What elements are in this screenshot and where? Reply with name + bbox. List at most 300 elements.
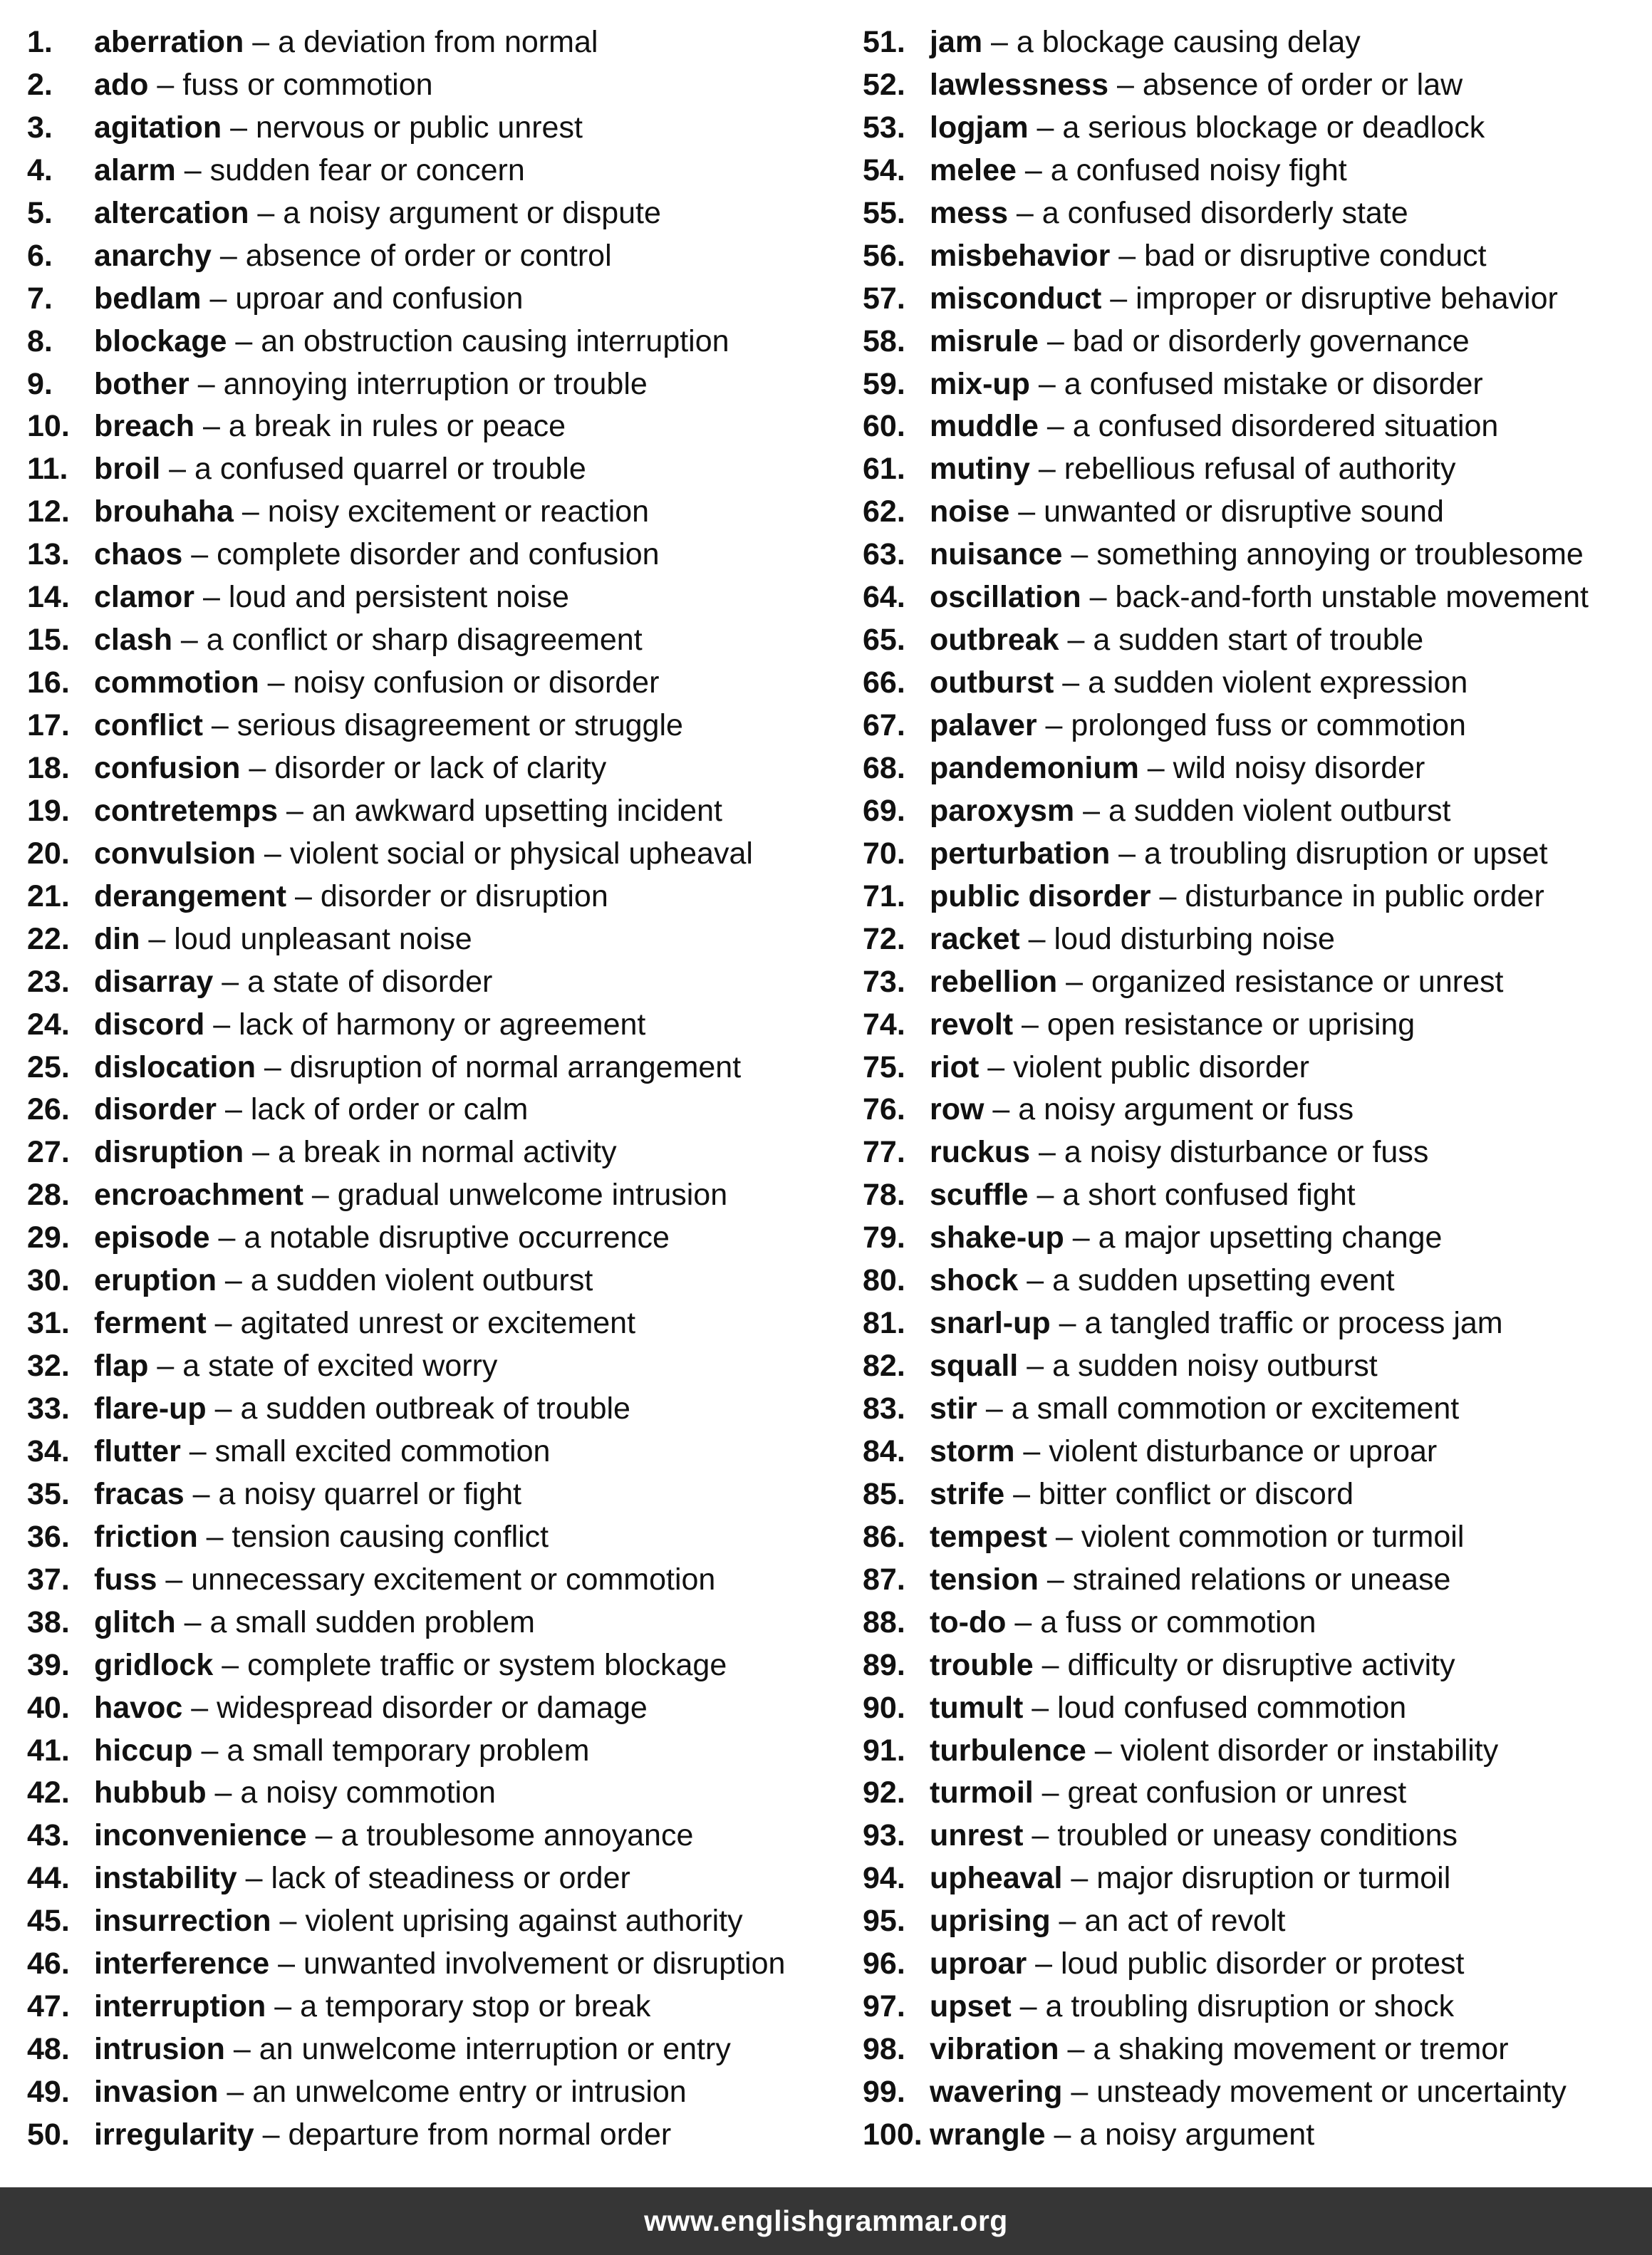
item-word: strife xyxy=(930,1476,1005,1511)
list-item xyxy=(27,192,846,235)
item-definition: an unwelcome interruption or entry xyxy=(259,2032,731,2067)
list-item xyxy=(863,1986,1646,2028)
list-item xyxy=(27,747,846,790)
item-definition: a conflict or sharp disagreement xyxy=(206,623,643,658)
item-word: revolt xyxy=(930,1007,1014,1042)
list-item xyxy=(27,491,846,534)
word-list-column-left xyxy=(27,21,846,2157)
item-separator: – xyxy=(1016,152,1051,187)
item-word: glitch xyxy=(94,1605,176,1639)
item-number: 98. xyxy=(863,2032,905,2067)
item-separator: – xyxy=(1074,793,1108,828)
item-separator: – xyxy=(202,708,237,742)
item-number: 97. xyxy=(863,1989,905,2024)
item-definition: complete disorder and confusion xyxy=(217,537,660,572)
list-item xyxy=(863,1687,1646,1730)
item-number: 86. xyxy=(863,1519,905,1554)
item-word: fracas xyxy=(94,1476,185,1511)
item-definition: an act of revolt xyxy=(1084,1904,1286,1939)
item-separator: – xyxy=(1023,1690,1058,1725)
list-item xyxy=(863,1602,1646,1644)
footer-website-url[interactable]: www.englishgrammar.org xyxy=(644,2204,1008,2237)
item-word: irregularity xyxy=(94,2117,254,2152)
item-number: 38. xyxy=(27,1605,70,1639)
list-item xyxy=(863,321,1646,363)
item-definition: a break in normal activity xyxy=(278,1135,617,1170)
item-word: interruption xyxy=(94,1989,266,2024)
item-definition: difficulty or disruptive activity xyxy=(1067,1647,1455,1682)
item-separator: – xyxy=(1027,1946,1061,1981)
item-number: 70. xyxy=(863,836,905,871)
list-item xyxy=(27,1602,846,1644)
item-number: 62. xyxy=(863,494,905,529)
list-item xyxy=(863,662,1646,705)
item-number: 12. xyxy=(27,494,70,529)
item-definition: a sudden upsetting event xyxy=(1052,1263,1395,1298)
item-definition: disturbance in public order xyxy=(1185,878,1544,913)
item-number: 25. xyxy=(27,1049,70,1084)
item-number: 8. xyxy=(27,323,53,358)
list-item xyxy=(27,2114,846,2157)
list-item xyxy=(27,107,846,150)
list-item xyxy=(27,1687,846,1730)
item-definition: a noisy quarrel or fight xyxy=(218,1476,521,1511)
item-word: ferment xyxy=(94,1306,207,1341)
item-word: stir xyxy=(930,1391,977,1426)
item-definition: a sudden noisy outburst xyxy=(1052,1349,1378,1384)
list-item xyxy=(863,235,1646,278)
list-item xyxy=(863,1302,1646,1345)
item-number: 82. xyxy=(863,1349,905,1384)
item-separator: – xyxy=(206,1776,241,1810)
item-number: 79. xyxy=(863,1220,905,1255)
item-separator: – xyxy=(1150,878,1185,913)
item-number: 57. xyxy=(863,281,905,316)
item-separator: – xyxy=(1038,409,1073,444)
item-number: 91. xyxy=(863,1733,905,1768)
item-definition: absence of order or law xyxy=(1142,67,1463,102)
item-separator: – xyxy=(255,836,290,871)
item-definition: prolonged fuss or commotion xyxy=(1071,708,1466,742)
item-separator: – xyxy=(1033,1776,1068,1810)
item-word: havoc xyxy=(94,1690,183,1725)
list-item xyxy=(27,1260,846,1302)
item-definition: a sudden violent expression xyxy=(1088,665,1468,700)
item-definition: absence of order or control xyxy=(245,238,612,273)
item-number: 100. xyxy=(863,2117,923,2152)
item-definition: disorder or lack of clarity xyxy=(274,750,607,785)
item-definition: a sudden violent outburst xyxy=(250,1263,593,1298)
item-separator: – xyxy=(206,1391,241,1426)
list-item xyxy=(863,1857,1646,1900)
item-number: 43. xyxy=(27,1818,70,1853)
item-definition: annoying interruption or trouble xyxy=(223,366,648,401)
list-item xyxy=(27,662,846,705)
list-item xyxy=(863,64,1646,107)
item-number: 50. xyxy=(27,2117,70,2152)
item-definition: a tangled traffic or process jam xyxy=(1084,1306,1503,1341)
item-word: invasion xyxy=(94,2075,219,2109)
item-definition: widespread disorder or damage xyxy=(217,1690,648,1725)
item-number: 33. xyxy=(27,1391,70,1426)
item-definition: disruption of normal arrangement xyxy=(289,1049,742,1084)
item-separator: – xyxy=(1011,1989,1046,2024)
item-word: row xyxy=(930,1092,985,1127)
item-definition: a notable disruptive occurrence xyxy=(244,1220,670,1255)
item-word: shake-up xyxy=(930,1220,1064,1255)
item-word: confusion xyxy=(94,750,241,785)
item-definition: unsteady movement or uncertainty xyxy=(1096,2075,1567,2109)
list-item xyxy=(863,961,1646,1004)
item-definition: an unwelcome entry or intrusion xyxy=(252,2075,687,2109)
list-item xyxy=(27,363,846,406)
item-definition: a small temporary problem xyxy=(227,1733,590,1768)
item-separator: – xyxy=(172,623,207,658)
item-separator: – xyxy=(209,1220,244,1255)
list-item xyxy=(863,2028,1646,2071)
list-item xyxy=(27,150,846,192)
item-word: instability xyxy=(94,1861,237,1896)
list-item xyxy=(27,1431,846,1473)
item-word: flutter xyxy=(94,1434,181,1468)
item-definition: a state of disorder xyxy=(247,964,493,999)
item-definition: unwanted involvement or disruption xyxy=(303,1946,786,1981)
list-item xyxy=(863,1217,1646,1260)
item-word: insurrection xyxy=(94,1904,271,1939)
item-number: 63. xyxy=(863,537,905,572)
item-number: 54. xyxy=(863,152,905,187)
list-item xyxy=(863,1943,1646,1986)
item-word: perturbation xyxy=(930,836,1111,871)
item-number: 96. xyxy=(863,1946,905,1981)
item-number: 92. xyxy=(863,1776,905,1810)
item-word: snarl-up xyxy=(930,1306,1051,1341)
list-item xyxy=(863,534,1646,576)
list-item xyxy=(863,1772,1646,1815)
item-definition: noisy confusion or disorder xyxy=(293,665,660,700)
item-word: upset xyxy=(930,1989,1012,2024)
list-item xyxy=(863,1431,1646,1473)
item-separator: – xyxy=(306,1818,341,1853)
list-item xyxy=(863,363,1646,406)
item-definition: troubled or uneasy conditions xyxy=(1057,1818,1458,1853)
item-number: 84. xyxy=(863,1434,905,1468)
item-separator: – xyxy=(1081,580,1116,615)
item-separator: – xyxy=(1023,1818,1058,1853)
item-separator: – xyxy=(1037,708,1071,742)
item-number: 40. xyxy=(27,1690,70,1725)
list-item xyxy=(863,1644,1646,1687)
item-number: 80. xyxy=(863,1263,905,1298)
item-definition: violent disturbance or uproar xyxy=(1049,1434,1438,1468)
item-number: 56. xyxy=(863,238,905,273)
list-item xyxy=(863,448,1646,491)
item-definition: violent disorder or instability xyxy=(1120,1733,1499,1768)
list-item xyxy=(863,876,1646,918)
item-separator: – xyxy=(1038,1562,1073,1597)
item-number: 17. xyxy=(27,708,70,742)
item-definition: a small sudden problem xyxy=(209,1605,536,1639)
item-definition: loud and persistent noise xyxy=(228,580,569,615)
list-item xyxy=(863,576,1646,619)
list-item xyxy=(27,1900,846,1943)
item-definition: a small commotion or excitement xyxy=(1011,1391,1460,1426)
list-item xyxy=(863,1004,1646,1047)
item-definition: an obstruction causing interruption xyxy=(261,323,729,358)
item-definition: a sudden outbreak of trouble xyxy=(240,1391,630,1426)
item-definition: major disruption or turmoil xyxy=(1096,1861,1451,1896)
item-definition: wild noisy disorder xyxy=(1173,750,1425,785)
item-word: oscillation xyxy=(930,580,1081,615)
item-separator: – xyxy=(1086,1733,1121,1768)
item-separator: – xyxy=(197,1519,232,1554)
item-separator: – xyxy=(1050,1306,1085,1341)
item-word: agitation xyxy=(94,110,222,145)
list-item xyxy=(27,1943,846,1986)
item-word: derangement xyxy=(94,878,287,913)
list-item xyxy=(27,576,846,619)
item-separator: – xyxy=(222,110,256,145)
item-word: melee xyxy=(930,152,1017,187)
item-separator: – xyxy=(1054,665,1089,700)
item-definition: a fuss or commotion xyxy=(1040,1605,1316,1639)
item-definition: violent public disorder xyxy=(1013,1049,1309,1084)
item-word: squall xyxy=(930,1349,1019,1384)
item-separator: – xyxy=(1006,1605,1041,1639)
item-separator: – xyxy=(237,1861,271,1896)
item-word: encroachment xyxy=(94,1178,303,1213)
item-definition: lack of order or calm xyxy=(250,1092,529,1127)
item-definition: sudden fear or concern xyxy=(209,152,525,187)
item-separator: – xyxy=(213,1647,248,1682)
item-number: 81. xyxy=(863,1306,905,1341)
item-word: misconduct xyxy=(930,281,1102,316)
item-separator: – xyxy=(1014,1434,1049,1468)
item-definition: a blockage causing delay xyxy=(1016,25,1361,59)
item-separator: – xyxy=(1029,452,1064,487)
item-definition: a sudden start of trouble xyxy=(1093,623,1424,658)
item-separator: – xyxy=(216,1263,251,1298)
item-number: 51. xyxy=(863,25,905,59)
item-definition: a state of excited worry xyxy=(182,1349,498,1384)
item-separator: – xyxy=(249,195,284,230)
list-item xyxy=(863,1516,1646,1559)
item-definition: a confused mistake or disorder xyxy=(1064,366,1483,401)
item-number: 1. xyxy=(27,25,53,59)
item-word: flap xyxy=(94,1349,149,1384)
list-item xyxy=(27,705,846,747)
item-word: misrule xyxy=(930,323,1039,358)
footer-bar xyxy=(0,2187,1652,2255)
item-separator: – xyxy=(240,750,275,785)
item-separator: – xyxy=(1029,366,1064,401)
item-word: misbehavior xyxy=(930,238,1111,273)
item-separator: – xyxy=(982,25,1017,59)
item-definition: violent uprising against authority xyxy=(305,1904,743,1939)
item-separator: – xyxy=(1062,537,1097,572)
item-separator: – xyxy=(211,238,246,273)
item-definition: a shaking movement or tremor xyxy=(1093,2032,1509,2067)
item-separator: – xyxy=(1004,1476,1039,1511)
item-definition: departure from normal order xyxy=(288,2117,672,2152)
item-number: 85. xyxy=(863,1476,905,1511)
item-word: nuisance xyxy=(930,537,1063,572)
item-number: 20. xyxy=(27,836,70,871)
item-separator: – xyxy=(140,921,175,956)
item-separator: – xyxy=(218,2075,253,2109)
item-separator: – xyxy=(175,152,210,187)
item-number: 4. xyxy=(27,152,53,187)
item-separator: – xyxy=(160,452,194,487)
item-separator: – xyxy=(1062,1861,1097,1896)
list-item xyxy=(863,705,1646,747)
item-word: uproar xyxy=(930,1946,1027,1981)
list-item xyxy=(27,1047,846,1089)
item-word: convulsion xyxy=(94,836,256,871)
item-definition: violent social or physical upheaval xyxy=(289,836,753,871)
item-word: turmoil xyxy=(930,1776,1034,1810)
item-number: 87. xyxy=(863,1562,905,1597)
item-definition: back-and-forth unstable movement xyxy=(1115,580,1589,615)
list-item xyxy=(27,1217,846,1260)
item-separator: – xyxy=(1138,750,1173,785)
list-item xyxy=(27,1388,846,1431)
item-number: 60. xyxy=(863,409,905,444)
list-item xyxy=(27,1302,846,1345)
item-word: discord xyxy=(94,1007,205,1042)
item-separator: – xyxy=(217,1092,251,1127)
item-word: upheaval xyxy=(930,1861,1063,1896)
item-separator: – xyxy=(1028,1178,1063,1213)
item-number: 13. xyxy=(27,537,70,572)
item-word: outburst xyxy=(930,665,1054,700)
item-number: 66. xyxy=(863,665,905,700)
item-separator: – xyxy=(157,1562,192,1597)
item-definition: complete traffic or system blockage xyxy=(247,1647,727,1682)
item-definition: a sudden violent outburst xyxy=(1108,793,1451,828)
item-separator: – xyxy=(182,1690,217,1725)
list-item xyxy=(863,790,1646,833)
item-word: to-do xyxy=(930,1605,1007,1639)
item-word: brouhaha xyxy=(94,494,234,529)
item-word: racket xyxy=(930,921,1020,956)
item-definition: a noisy argument or dispute xyxy=(283,195,661,230)
item-word: anarchy xyxy=(94,238,212,273)
item-separator: – xyxy=(1030,1135,1064,1170)
item-number: 93. xyxy=(863,1818,905,1853)
item-word: altercation xyxy=(94,195,249,230)
item-definition: agitated unrest or excitement xyxy=(240,1306,636,1341)
list-item xyxy=(27,1089,846,1131)
item-number: 73. xyxy=(863,964,905,999)
item-word: breach xyxy=(94,409,195,444)
item-word: flare-up xyxy=(94,1391,207,1426)
list-item xyxy=(863,278,1646,321)
item-word: pandemonium xyxy=(930,750,1139,785)
item-word: rebellion xyxy=(930,964,1058,999)
item-number: 46. xyxy=(27,1946,70,1981)
list-item xyxy=(27,534,846,576)
item-word: gridlock xyxy=(94,1647,214,1682)
item-definition: tension causing conflict xyxy=(232,1519,549,1554)
item-number: 55. xyxy=(863,195,905,230)
item-separator: – xyxy=(984,1092,1019,1127)
item-definition: a major upsetting change xyxy=(1098,1220,1443,1255)
item-separator: – xyxy=(1007,195,1042,230)
item-separator: – xyxy=(266,1989,301,2024)
item-definition: small excited commotion xyxy=(214,1434,551,1468)
item-number: 47. xyxy=(27,1989,70,2024)
item-definition: a short confused fight xyxy=(1062,1178,1356,1213)
item-word: hubbub xyxy=(94,1776,207,1810)
item-number: 75. xyxy=(863,1049,905,1084)
word-list-column-right xyxy=(863,21,1646,2157)
item-separator: – xyxy=(979,1049,1014,1084)
item-word: clash xyxy=(94,623,172,658)
item-number: 88. xyxy=(863,1605,905,1639)
list-item xyxy=(863,2114,1646,2157)
list-item xyxy=(27,961,846,1004)
list-item xyxy=(27,833,846,876)
item-definition: a noisy argument xyxy=(1079,2117,1315,2152)
list-item xyxy=(27,1986,846,2028)
item-definition: lack of harmony or agreement xyxy=(239,1007,646,1042)
list-item xyxy=(863,405,1646,448)
list-item xyxy=(863,107,1646,150)
item-definition: noisy excitement or reaction xyxy=(267,494,650,529)
list-item xyxy=(27,1516,846,1559)
item-definition: a break in rules or peace xyxy=(228,409,566,444)
item-separator: – xyxy=(1057,964,1092,999)
item-separator: – xyxy=(227,323,261,358)
item-definition: a troubling disruption or shock xyxy=(1045,1989,1455,2024)
list-item xyxy=(863,1131,1646,1174)
item-number: 44. xyxy=(27,1861,70,1896)
item-number: 48. xyxy=(27,2032,70,2067)
list-item xyxy=(27,405,846,448)
item-definition: rebellious refusal of authority xyxy=(1064,452,1456,487)
item-separator: – xyxy=(269,1946,303,1981)
item-number: 11. xyxy=(27,452,68,487)
item-number: 29. xyxy=(27,1220,70,1255)
item-word: friction xyxy=(94,1519,198,1554)
item-separator: – xyxy=(1108,67,1143,102)
item-definition: unnecessary excitement or commotion xyxy=(191,1562,716,1597)
item-word: din xyxy=(94,921,140,956)
item-definition: a noisy argument or fuss xyxy=(1018,1092,1354,1127)
item-number: 95. xyxy=(863,1904,905,1939)
item-definition: loud public disorder or protest xyxy=(1061,1946,1465,1981)
list-item xyxy=(863,1900,1646,1943)
item-number: 74. xyxy=(863,1007,905,1042)
item-definition: disorder or disruption xyxy=(320,878,608,913)
item-number: 35. xyxy=(27,1476,70,1511)
item-definition: a deviation from normal xyxy=(278,25,598,59)
item-separator: – xyxy=(977,1391,1012,1426)
item-word: fuss xyxy=(94,1562,157,1597)
item-number: 37. xyxy=(27,1562,70,1597)
list-item xyxy=(863,150,1646,192)
item-separator: – xyxy=(224,2032,259,2067)
list-item xyxy=(863,21,1646,64)
item-word: lawlessness xyxy=(930,67,1109,102)
list-item xyxy=(27,2028,846,2071)
item-definition: nervous or public unrest xyxy=(255,110,583,145)
item-number: 59. xyxy=(863,366,905,401)
item-definition: open resistance or uprising xyxy=(1046,1007,1415,1042)
item-word: mix-up xyxy=(930,366,1030,401)
item-separator: – xyxy=(271,1904,306,1939)
